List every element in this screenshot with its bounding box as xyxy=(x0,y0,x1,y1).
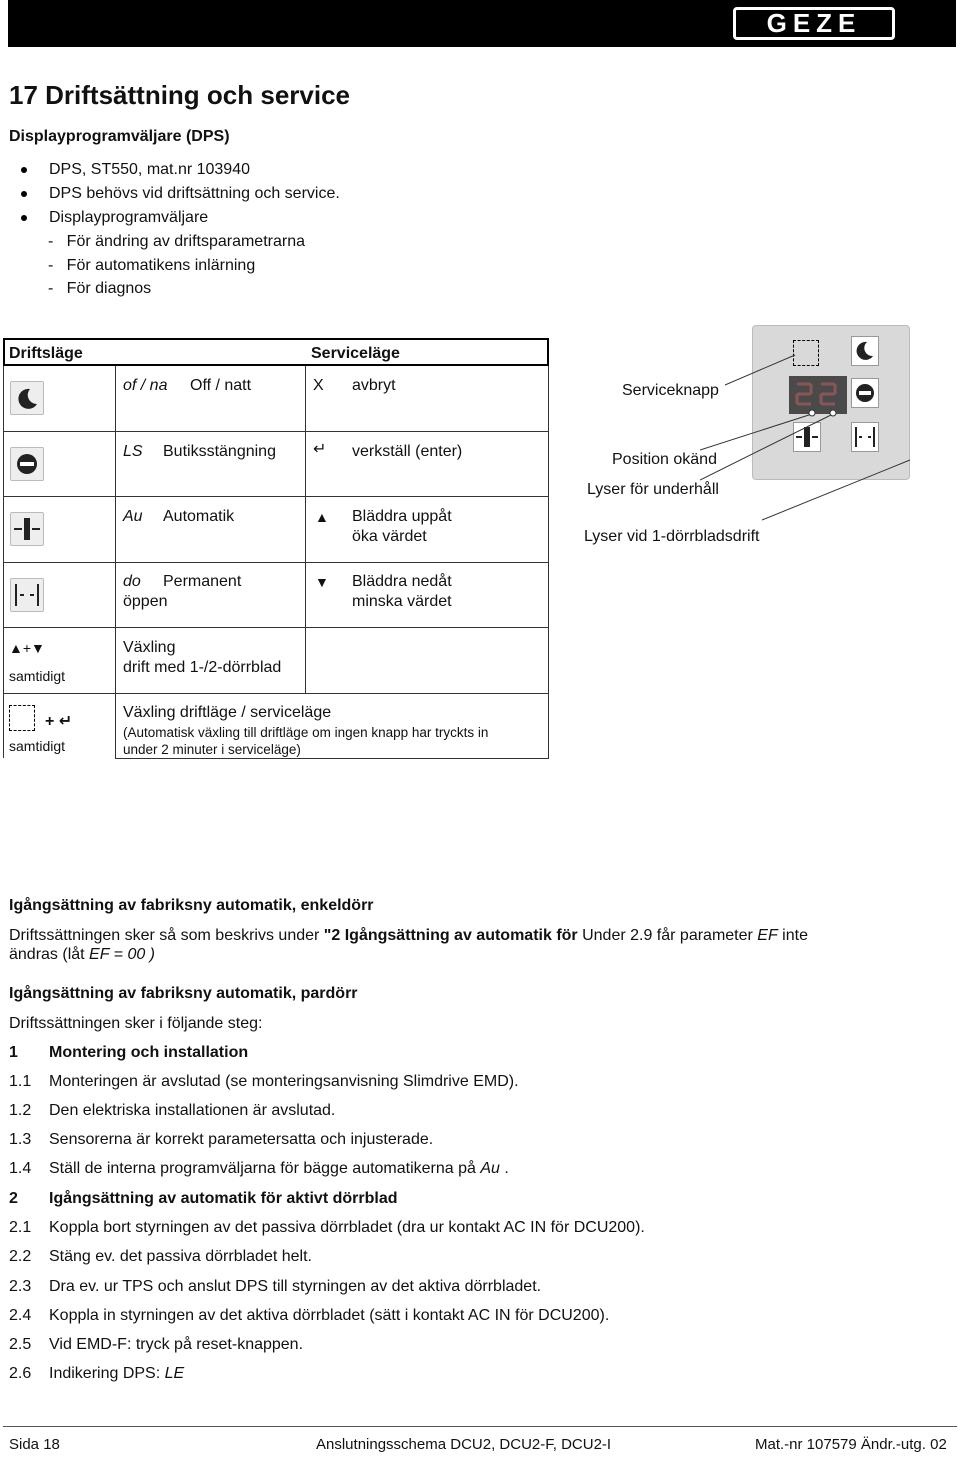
combo-detail: (Automatisk växling till driftläge om ingen knapp har tryckts in xyxy=(123,725,489,740)
combo-detail: under 2 minuter i serviceläge) xyxy=(123,742,301,757)
service-action: avbryt xyxy=(352,377,396,394)
footer-page: Sida 18 xyxy=(9,1436,60,1453)
service-action: verkställ (enter) xyxy=(352,443,463,460)
list-item: DPS, ST550, mat.nr 103940 xyxy=(9,158,509,182)
step-1-2: 1.2 Den elektriska installationen är avslutad. xyxy=(9,1102,336,1119)
list-item: DPS behövs vid driftsättning och service. xyxy=(9,182,509,206)
callout-lines xyxy=(700,330,960,540)
service-action-detail: öka värdet xyxy=(352,528,427,545)
list-item: Displayprogramväljare xyxy=(9,206,509,230)
step-2-1: 2.1 Koppla bort styrningen av det passiva dörrbladet (dra ur kontakt AC IN för DCU200). xyxy=(9,1219,645,1236)
label-lyser-underhall: Lyser för underhåll xyxy=(587,481,719,498)
col-driftslage: Driftsläge xyxy=(9,345,83,362)
shop-closing-icon xyxy=(10,447,44,481)
section-subtitle: Displayprogramväljare (DPS) xyxy=(9,128,230,145)
mode-label: Butiksstängning xyxy=(163,443,276,460)
combo-note: samtidigt xyxy=(9,668,66,684)
footer-doc: Anslutningsschema DCU2, DCU2-F, DCU2-I xyxy=(316,1436,612,1453)
bullet-dot-icon xyxy=(21,215,27,221)
step-2-6: 2.6 Indikering DPS: LE xyxy=(9,1365,185,1382)
service-button-icon xyxy=(9,705,35,731)
geze-logo: GEZE xyxy=(733,7,895,40)
step-1: 1 Montering och installation xyxy=(9,1044,249,1061)
down-arrow-icon: ▼ xyxy=(315,574,329,590)
mode-code: do xyxy=(123,573,141,590)
combo-title: Växling driftläge / serviceläge xyxy=(123,704,332,721)
automatic-icon xyxy=(10,512,44,546)
step-2-2: 2.2 Stäng ev. det passiva dörrbladet helt. xyxy=(9,1248,312,1265)
page-title: 17 Driftsättning och service xyxy=(9,80,350,110)
paragraph-enkeldorr-cont: ändras (låt EF = 00 ) xyxy=(9,946,156,963)
paragraph-enkeldorr: Driftssättningen sker så som beskrivs under "2 Igångsättning av automatik för Under 2.9 får parameter EF inte xyxy=(9,927,808,944)
mode-label: Off / natt xyxy=(190,377,252,394)
step-2-4: 2.4 Koppla in styrningen av det aktiva dörrbladet (sätt i kontakt AC IN för DCU200). xyxy=(9,1307,610,1324)
mode-code: Au xyxy=(123,508,143,525)
combo-detail: drift med 1-/2-dörrblad xyxy=(123,659,282,676)
mode-label: Permanent xyxy=(163,573,242,590)
mode-label-detail: öppen xyxy=(123,593,168,610)
moon-icon xyxy=(10,381,44,415)
mode-code: of / na xyxy=(123,377,168,394)
bullet-dot-icon xyxy=(21,191,27,197)
label-position-okand: Position okänd xyxy=(612,451,717,468)
combo-title: Växling xyxy=(123,639,176,656)
up-arrow-icon: ▲ xyxy=(315,509,329,525)
service-action: Bläddra uppåt xyxy=(352,508,452,525)
dash-item: - För diagnos xyxy=(48,280,152,297)
mode-table xyxy=(3,338,549,759)
permanent-open-icon xyxy=(10,578,44,612)
cancel-symbol: X xyxy=(313,377,324,394)
heading-pardorr: Igångsättning av fabriksny automatik, pardörr xyxy=(9,985,358,1002)
heading-enkeldorr: Igångsättning av fabriksny automatik, enkeldörr xyxy=(9,897,374,914)
combo-note: samtidigt xyxy=(9,738,66,754)
table-header-frame xyxy=(3,338,549,366)
dash-item: - För ändring av driftsparametrarna xyxy=(48,233,305,250)
step-2: 2 Igångsättning av automatik för aktivt dörrblad xyxy=(9,1190,398,1207)
mode-code: LS xyxy=(123,443,143,460)
step-2-3: 2.3 Dra ev. ur TPS och anslut DPS till styrningen av det aktiva dörrbladet. xyxy=(9,1278,542,1295)
label-lyser-1dorr: Lyser vid 1-dörrbladsdrift xyxy=(584,528,760,545)
col-servicelage: Serviceläge xyxy=(311,345,400,362)
bullet-dot-icon xyxy=(21,167,27,173)
dash-item: - För automatikens inlärning xyxy=(48,257,256,274)
step-2-5: 2.5 Vid EMD-F: tryck på reset-knappen. xyxy=(9,1336,304,1353)
mode-label: Automatik xyxy=(163,508,235,525)
footer-matnr: Mat.-nr 107579 Ändr.-utg. 02 xyxy=(755,1436,947,1453)
step-1-1: 1.1 Monteringen är avslutad (se monteringsanvisning Slimdrive EMD). xyxy=(9,1073,519,1090)
step-1-4: 1.4 Ställ de interna programväljarna för bägge automatikerna på Au . xyxy=(9,1160,509,1177)
enter-symbol: ↵ xyxy=(313,441,327,458)
paragraph-pardorr: Driftssättningen sker i följande steg: xyxy=(9,1015,263,1032)
footer-rule xyxy=(3,1426,957,1427)
up-down-keys: ▲+▼ xyxy=(9,640,45,656)
label-serviceknapp: Serviceknapp xyxy=(622,382,719,399)
step-1-3: 1.3 Sensorerna är korrekt parametersatta och injusterade. xyxy=(9,1131,434,1148)
service-action-detail: minska värdet xyxy=(352,593,452,610)
enter-combo: + ↵ xyxy=(45,713,73,730)
service-action: Bläddra nedåt xyxy=(352,573,452,590)
